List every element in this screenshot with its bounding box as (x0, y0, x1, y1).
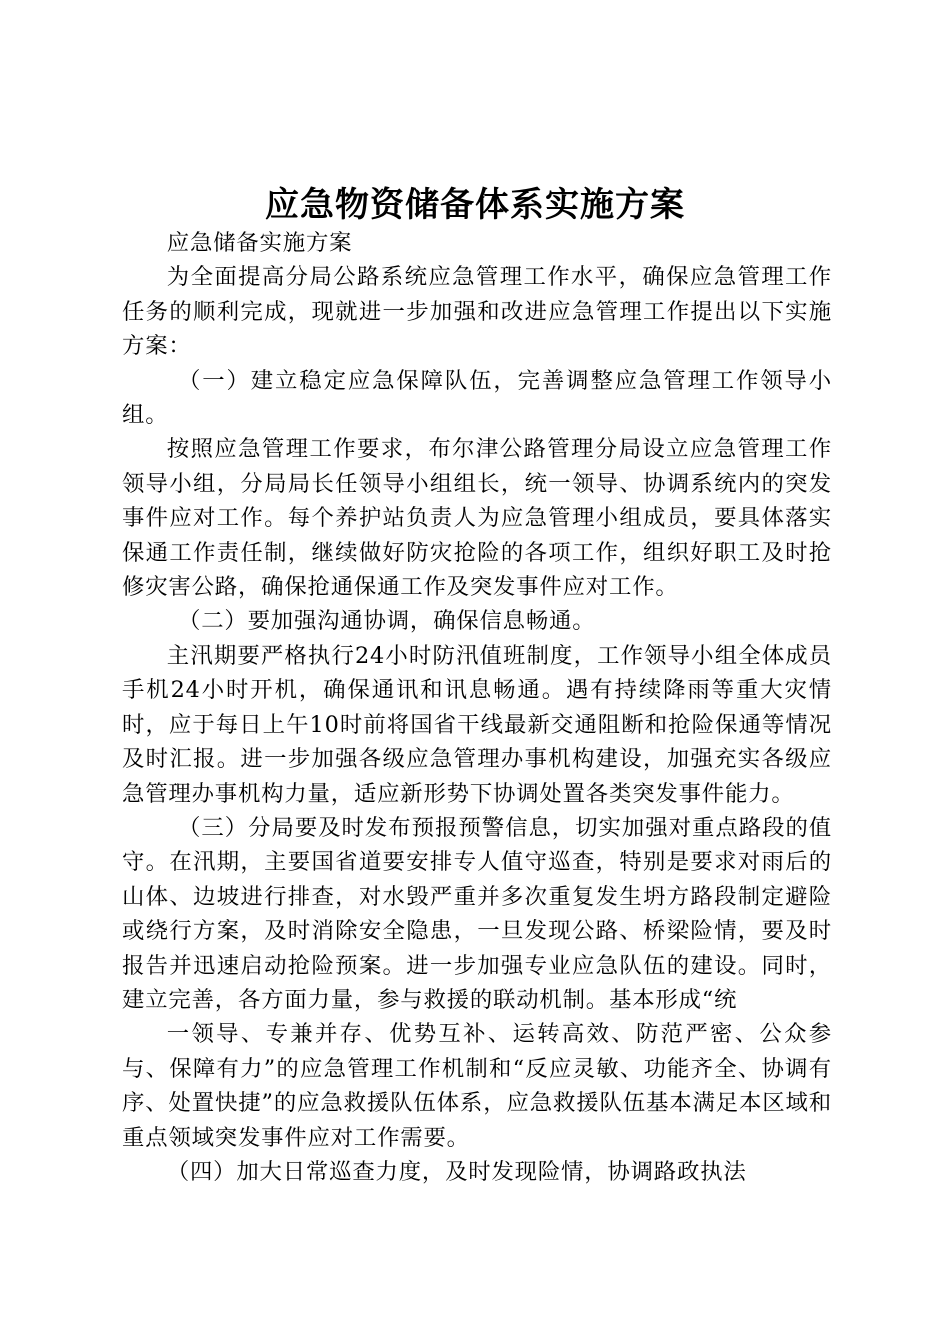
paragraph-section-3: （三）分局要及时发布预报预警信息，切实加强对重点路段的值守。在汛期，主要国省道要安排专人值守巡查，特别是要求对雨后的山体、边坡进行排查，对水毁严重并多次重复发生坍方路段制定避险或绕行方案，及时消除安全隐患，一旦发现公路、桥梁险情，要及时报告并迅速启动抢险预案。进一步加强专业应急队伍的建设。同时，建立完善，各方面力量，参与救援的联动机制。基本形成“统 (122, 814, 832, 1013)
paragraph-section-1: 按照应急管理工作要求，布尔津公路管理分局设立应急管理工作领导小组，分局局长任领导小组组长，统一领导、协调系统内的突发事件应对工作。每个养护站负责人为应急管理小组成员，要具体落实保通工作责任制，继续做好防灾抢险的各项工作，组织好职工及时抢修灾害公路，确保抢通保通工作及突发事件应对工作。 (122, 436, 832, 601)
section-heading-1: （一）建立稳定应急保障队伍，完善调整应急管理工作领导小组。 (122, 367, 832, 429)
document-body (122, 226, 832, 1189)
paragraph-subtitle: 应急储备实施方案 (166, 230, 353, 256)
section-heading-2: （二）要加强沟通协调，确保信息畅通。 (178, 608, 596, 635)
document-title: 应急物资储备体系实施方案 (265, 185, 685, 225)
section-heading-4: （四）加大日常巡查力度，及时发现险情，协调路政执法 (166, 1158, 747, 1185)
paragraph-section-2: 主汛期要严格执行24小时防汛值班制度，工作领导小组全体成员手机24小时开机，确保通讯和讯息畅通。遇有持续降雨等重大灾情时，应于每日上午10时前将国省干线最新交通阻断和抢险保通等情况及时汇报。进一步加强各级应急管理办事机构建设，加强充实各级应急管理办事机构力量，适应新形势下协调处置各类突发事件能力。 (122, 642, 832, 807)
paragraph-section-3-continued: 一领导、专兼并存、优势互补、运转高效、防范严密、公众参与、保障有力”的应急管理工作机制和“反应灵敏、功能齐全、协调有序、处置快捷”的应急救援队伍体系，应急救援队伍基本满足本区域和重点领域突发事件应对工作需要。 (122, 1021, 832, 1151)
paragraph-intro: 为全面提高分局公路系统应急管理工作水平，确保应急管理工作任务的顺利完成，现就进一步加强和改进应急管理工作提出以下实施方案： (122, 264, 832, 360)
